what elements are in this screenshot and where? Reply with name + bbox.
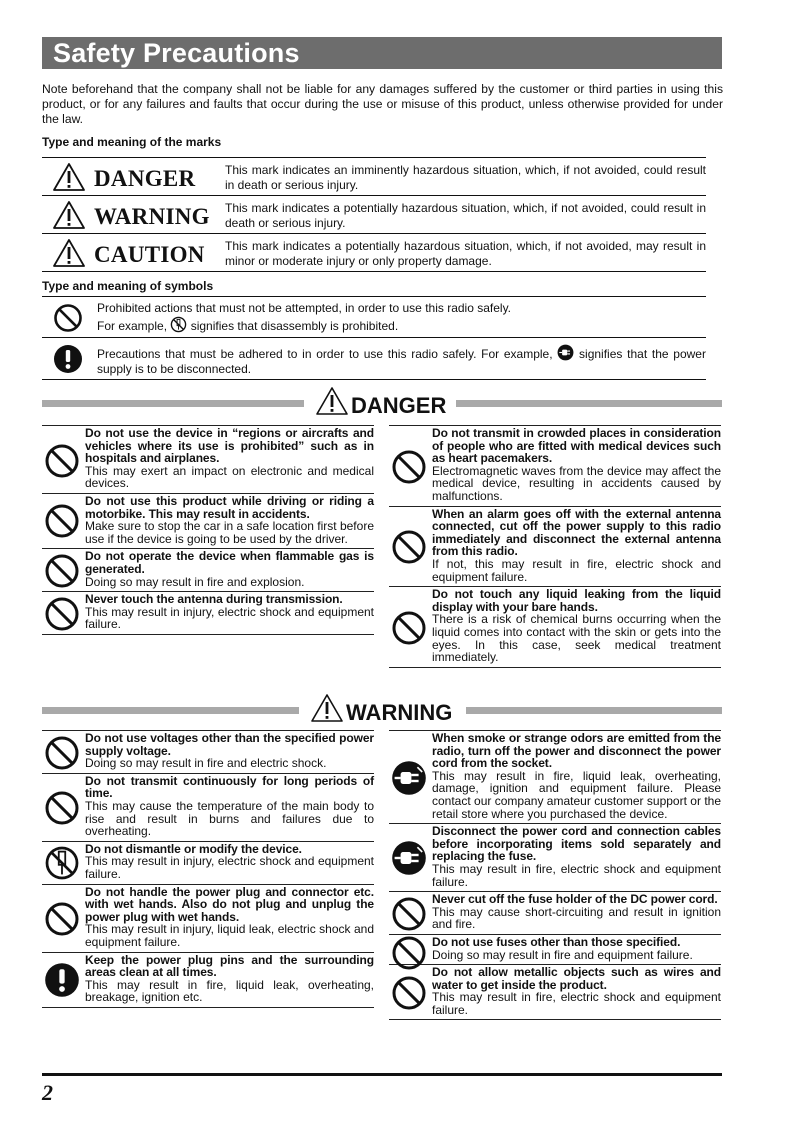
divider xyxy=(456,400,722,407)
precaution-heading: Do not transmit in crowded places in consideration of people who are fitted with medical devices such as heart pacemakers. xyxy=(432,426,721,466)
warning-right-column xyxy=(389,730,721,1020)
precaution-body: Doing so may result in fire and electric shock. xyxy=(85,756,327,771)
precaution-heading: Never cut off the fuse holder of the DC power cord. xyxy=(432,892,718,907)
precaution-item xyxy=(42,730,374,774)
warning-title: WARNING xyxy=(346,700,453,725)
no-disassembly-icon xyxy=(44,845,80,886)
page-title: Safety Precautions xyxy=(53,38,300,68)
precaution-heading: Never touch the antenna during transmission. xyxy=(85,592,343,607)
unplug-icon xyxy=(391,840,427,881)
symbol-prohibited-example-end: signifies that disassembly is prohibited. xyxy=(190,318,399,333)
symbol-row-prohibited xyxy=(42,297,706,338)
warning-triangle-icon xyxy=(52,238,86,268)
prohibited-icon xyxy=(391,610,427,651)
warning-triangle-icon xyxy=(52,162,86,192)
precaution-heading: Do not use fuses other than those specified. xyxy=(432,934,681,949)
precaution-item xyxy=(389,892,721,935)
precaution-body: This may result in fire, electric shock and equipment failure. xyxy=(432,861,721,889)
precaution-item xyxy=(42,953,374,1008)
mark-label-caution: CAUTION xyxy=(94,242,205,267)
prohibited-icon xyxy=(53,303,83,333)
unplug-icon xyxy=(557,344,574,361)
warning-section-header xyxy=(42,693,722,727)
precaution-body: This may result in injury, liquid leak, electric shock and equipment failure. xyxy=(85,922,374,949)
unplug-icon xyxy=(391,760,427,801)
page-number: 2 xyxy=(42,1080,53,1105)
mark-label-warning: WARNING xyxy=(94,204,210,229)
mark-row-danger xyxy=(42,158,706,196)
precaution-item xyxy=(389,824,721,892)
precaution-item xyxy=(42,774,374,842)
warning-left-column xyxy=(42,730,374,1008)
precaution-heading: Do not use this product while driving or riding a motorbike. This may result in accidents. xyxy=(85,493,374,521)
prohibited-icon xyxy=(391,975,427,1016)
prohibited-icon xyxy=(391,529,427,570)
divider xyxy=(42,707,299,714)
symbol-row-mandatory xyxy=(42,338,706,380)
intro-paragraph: Note beforehand that the company shall not be liable for any damages suffered by the customer or third parties in using this product, or for any failures and faults that occur during the use or misuse of this product, unless otherwise provided for under the law. xyxy=(42,82,723,126)
symbol-mandatory-text-end: signifies that the power supply is to be disconnected. xyxy=(97,347,706,376)
precaution-heading: Do not handle the power plug and connector etc. with wet hands. Also do not plug and unplug the power plug with wet hands. xyxy=(85,884,374,924)
precaution-body: Electromagnetic waves from the device may affect the medical device, resulting in accidents caused by malfunctions. xyxy=(432,463,721,503)
divider xyxy=(466,707,722,714)
precaution-body: There is a risk of chemical burns occurring when the liquid comes into contact with the skin or gets into the eyes. In this case, seek medical treatment immediately. xyxy=(432,612,721,665)
precaution-heading: Do not use the device in “regions or aircrafts and vehicles where its use is prohibited” such as in hospitals and airplanes. xyxy=(85,426,374,466)
mark-desc-danger: This mark indicates an imminently hazardous situation, which, if not avoided, could result in death or serious injury. xyxy=(225,163,706,192)
mark-desc-caution: This mark indicates a potentially hazardous situation, which, if not avoided, may result in minor or moderate injury or only property damage. xyxy=(225,239,706,268)
precaution-heading: Keep the power plug pins and the surrounding areas clean at all times. xyxy=(85,952,374,980)
prohibited-icon xyxy=(44,596,80,637)
mark-row-caution xyxy=(42,234,706,272)
precaution-heading: Do not operate the device when flammable gas is generated. xyxy=(85,549,374,576)
footer-rule xyxy=(42,1073,722,1076)
mark-desc-warning: This mark indicates a potentially hazardous situation, which, if not avoided, could result in death or serious injury. xyxy=(225,201,706,230)
precaution-item xyxy=(389,425,721,507)
danger-title: DANGER xyxy=(351,393,447,418)
danger-section-header xyxy=(42,386,722,420)
precaution-body: This may result in fire, liquid leak, overheating, damage, ignition and equipment failure. Please contact our company amateur customer support or the retail store where you purchased the device. xyxy=(432,768,721,821)
prohibited-icon xyxy=(44,503,80,544)
divider xyxy=(42,400,304,407)
warning-triangle-icon xyxy=(310,693,344,723)
symbol-mandatory-text: Precautions that must be adhered to in order to use this radio safely. For example, xyxy=(97,347,553,361)
prohibited-icon xyxy=(44,790,80,831)
precaution-item xyxy=(389,730,721,824)
precaution-body: This may result in fire, liquid leak, overheating, breakage, ignition etc. xyxy=(85,977,374,1005)
mark-label-danger: DANGER xyxy=(94,166,196,191)
prohibited-icon xyxy=(391,449,427,490)
precaution-item xyxy=(389,935,721,965)
precaution-heading: Do not allow metallic objects such as wires and water to get inside the product. xyxy=(432,965,721,992)
prohibited-icon xyxy=(44,553,80,594)
precaution-item xyxy=(42,549,374,592)
precaution-body: Doing so may result in fire and equipment failure. xyxy=(432,947,693,962)
prohibited-icon xyxy=(44,443,80,484)
symbol-prohibited-text: Prohibited actions that must not be attempted, in order to use this radio safely. xyxy=(97,301,512,315)
precaution-body: This may exert an impact on electronic and medical devices. xyxy=(85,463,374,491)
precaution-body: This may result in fire, electric shock and equipment failure. xyxy=(432,990,721,1017)
mark-row-warning xyxy=(42,196,706,234)
warning-triangle-icon xyxy=(52,200,86,230)
no-disassembly-icon xyxy=(170,316,187,333)
title-bar xyxy=(42,37,722,69)
precaution-body: If not, this may result in fire, electric shock and equipment failure. xyxy=(432,556,721,584)
precaution-item xyxy=(42,842,374,885)
mandatory-icon xyxy=(44,962,80,1003)
precaution-item xyxy=(42,885,374,953)
precaution-heading: Disconnect the power cord and connection cables before incorporating items sold separately and replacing the fuse. xyxy=(432,824,721,864)
precaution-item xyxy=(389,507,721,588)
precaution-item xyxy=(389,965,721,1020)
precaution-item xyxy=(389,587,721,668)
prohibited-icon xyxy=(391,896,427,937)
marks-table xyxy=(42,157,706,272)
precaution-item xyxy=(42,494,374,549)
danger-left-column xyxy=(42,425,374,635)
precaution-body: Make sure to stop the car in a safe location first before use if the device is going to be used by the driver. xyxy=(85,519,374,546)
warning-triangle-icon xyxy=(315,386,349,416)
marks-heading: Type and meaning of the marks xyxy=(42,135,222,149)
precaution-item xyxy=(42,592,374,635)
precaution-body: This may cause the temperature of the main body to rise and result in burns and failures due to overheating. xyxy=(85,798,374,839)
precaution-body: This may result in injury, electric shock and equipment failure. xyxy=(85,854,374,881)
symbol-prohibited-example: For example, xyxy=(97,318,168,333)
precaution-body: This may cause short-circuiting and result in ignition and fire. xyxy=(432,904,721,932)
symbols-heading: Type and meaning of symbols xyxy=(42,279,214,293)
prohibited-icon xyxy=(44,901,80,942)
precaution-heading: Do not touch any liquid leaking from the liquid display with your bare hands. xyxy=(432,587,721,614)
prohibited-icon xyxy=(44,735,80,776)
precaution-heading: Do not transmit continuously for long periods of time. xyxy=(85,773,374,801)
precaution-heading: When smoke or strange odors are emitted from the radio, turn off the power and disconnect the power cord from the socket. xyxy=(432,731,721,771)
danger-right-column xyxy=(389,425,721,668)
precaution-heading: When an alarm goes off with the external antenna connected, cut off the power supply to this radio immediately and disconnect the external antenna from this radio. xyxy=(432,506,721,559)
precaution-item xyxy=(42,425,374,494)
symbols-table xyxy=(42,296,706,380)
precaution-heading: Do not dismantle or modify the device. xyxy=(85,841,302,856)
precaution-body: Doing so may result in fire and explosion. xyxy=(85,574,305,589)
mandatory-icon xyxy=(53,344,83,374)
precaution-heading: Do not use voltages other than the specified power supply voltage. xyxy=(85,731,374,758)
precaution-body: This may result in injury, electric shock and equipment failure. xyxy=(85,604,374,632)
